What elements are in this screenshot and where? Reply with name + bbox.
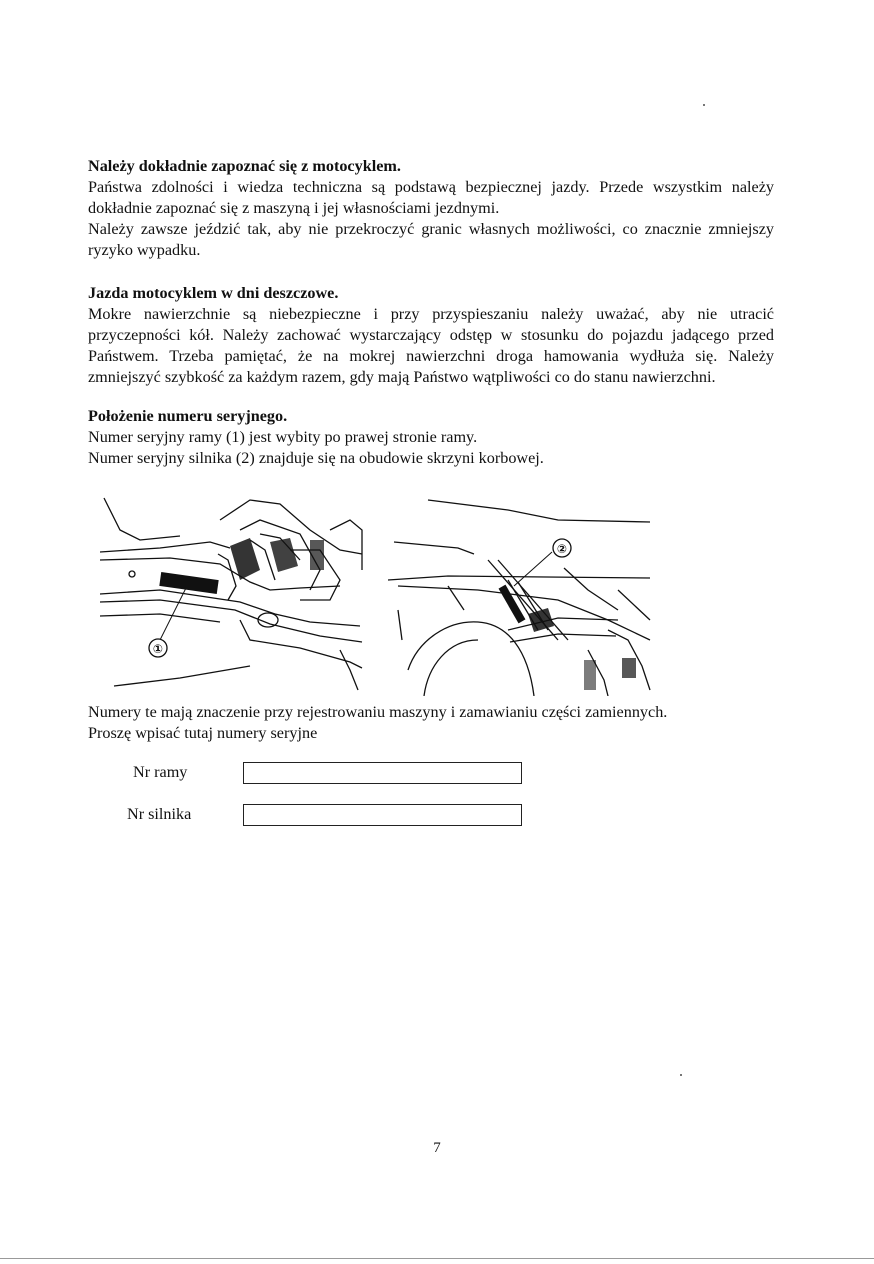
section-paragraph: Państwa zdolności i wiedza techniczna są podstawą bezpiecznej jazdy. Przede wszystkim należy dokładnie zapoznać się z maszyną i jej własnościami jezdnymi. bbox=[88, 178, 774, 217]
engine-number-field[interactable] bbox=[243, 804, 522, 826]
engine-serial-illustration bbox=[388, 490, 656, 696]
section-paragraph: Numer seryjny silnika (2) znajduje się na obudowie skrzyni korbowej. bbox=[88, 449, 544, 467]
serial-note bbox=[88, 702, 774, 744]
frame-serial-illustration bbox=[100, 490, 368, 696]
section-heading: Jazda motocyklem w dni deszczowe. bbox=[88, 284, 339, 302]
frame-callout-label: ① bbox=[152, 642, 164, 656]
engine-number-row bbox=[0, 804, 874, 834]
page-number: 7 bbox=[433, 1140, 441, 1156]
section-paragraph: Należy zawsze jeździć tak, aby nie przekroczyć granic własnych możliwości, co znacznie zmniejszy ryzyko wypadku. bbox=[88, 220, 774, 259]
frame-number-field[interactable] bbox=[243, 762, 522, 784]
section-heading: Położenie numeru seryjnego. bbox=[88, 407, 288, 425]
serial-note-line: Proszę wpisać tutaj numery seryjne bbox=[88, 724, 318, 742]
engine-number-label: Nr silnika bbox=[127, 805, 192, 823]
scan-edge bbox=[0, 1258, 874, 1259]
scan-speck bbox=[703, 104, 705, 106]
section-paragraph: Numer seryjny ramy (1) jest wybity po prawej stronie ramy. bbox=[88, 428, 478, 446]
section-paragraph: Mokre nawierzchnie są niebezpieczne i przy przyspieszaniu należy uważać, aby nie utracić przyczepności kół. Należy zachować wystarczający odstęp w stosunku do pojazdu jadącego przed Państwem. Trzeba pamiętać, że na mokrej nawierzchni droga hamowania wydłuża się. Należy zmniejszyć szybkość za każdym razem, gdy mają Państwo wątpliwości co do stanu nawierzchni. bbox=[88, 305, 774, 386]
scan-speck bbox=[680, 1074, 682, 1076]
frame-number-row bbox=[0, 762, 874, 792]
frame-number-label: Nr ramy bbox=[133, 763, 188, 781]
section-serial-location bbox=[88, 406, 774, 469]
section-rainy-riding bbox=[88, 283, 774, 388]
serial-note-line: Numery te mają znaczenie przy rejestrowaniu maszyny i zamawianiu części zamiennych. bbox=[88, 703, 668, 721]
engine-callout-label: ② bbox=[556, 542, 568, 556]
section-know-motorcycle bbox=[88, 156, 774, 261]
section-heading: Należy dokładnie zapoznać się z motocyklem. bbox=[88, 157, 401, 175]
